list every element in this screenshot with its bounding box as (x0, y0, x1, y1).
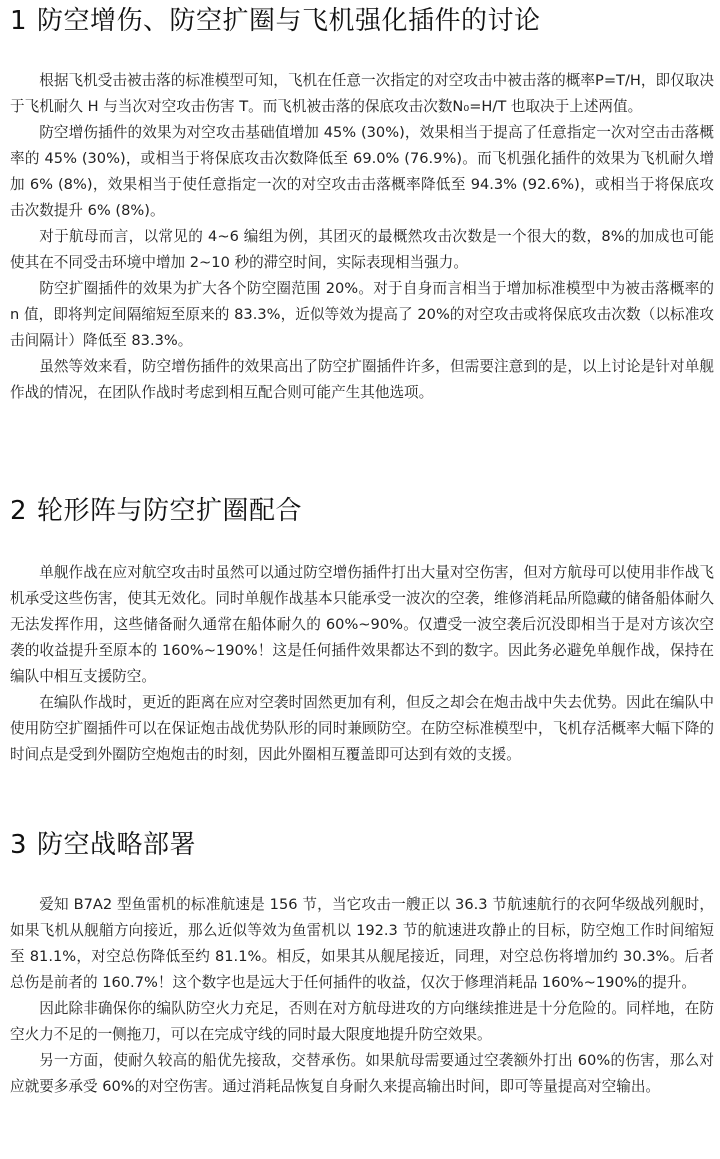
section-number: 1 (10, 6, 28, 36)
paragraph: 在编队作战时，更近的距离在应对空袭时固然更加有利，但反之却会在炮击战中失去优势。因此在编队中使用防空扩圈插件可以在保证炮击战优势队形的同时兼顾防空。在防空标准模型中，飞机存活概率大幅下降的时间点是受到外圈防空炮炮击的时刻，因此外圈相互覆盖即可达到有效的支援。 (10, 694, 714, 763)
section-3 (0, 828, 720, 1095)
paragraph: 虽然等效来看，防空增伤插件的效果高出了防空扩圈插件许多，但需要注意到的是，以上讨论是针对单舰作战的情况，在团队作战时考虑到相互配合则可能产生其他选项。 (10, 358, 714, 401)
paragraph: 爱知 B7A2 型鱼雷机的标准航速是 156 节，当它攻击一艘正以 36.3 节航速航行的衣阿华级战列舰时，如果飞机从舰艏方向接近，那么近似等效为鱼雷机以 192.3 节的航速进攻静止的目标，防空炮工作时间缩短至 81.1%，对空总伤降低至约 81.1%。相反，如果其从舰尾接近，同理，对空总伤将增加约 30.3%。后者总伤是前者的 160.7%！这个数字也是远大于任何插件的收益，仅次于修理消耗品 160%~190%的提升。 (10, 896, 714, 991)
section-1 (0, 4, 720, 401)
section-heading (10, 494, 720, 528)
section-heading (10, 4, 720, 38)
paragraph: 防空扩圈插件的效果为扩大各个防空圈范围 20%。对于自身而言相当于增加标准模型中为被击落概率的 n 值，即将判定间隔缩短至原来的 83.3%，近似等效为提高了 20%的对空攻击或将保底攻击次数（以标准攻击间隔计）降低至 83.3%。 (10, 280, 714, 349)
section-2 (0, 494, 720, 763)
paragraph: 因此除非确保你的编队防空火力充足，否则在对方航母进攻的方向继续推进是十分危险的。同样地，在防空火力不足的一侧拖刀，可以在完成守线的同时最大限度地提升防空效果。 (10, 1000, 714, 1043)
paragraph: 防空增伤插件的效果为对空攻击基础值增加 45% (30%)，效果相当于提高了任意指定一次对空击击落概率的 45% (30%)，或相当于将保底攻击次数降低至 69.0% (76.9%)。而飞机强化插件的效果为飞机耐久增加 6% (8%)，效果相当于使任意指定一次的对空攻击击落概率降低至 94.3% (92.6%)，或相当于将保底攻击次数提升 6% (8%)。 (10, 124, 714, 219)
section-heading (10, 828, 720, 862)
paragraph: 对于航母而言，以常见的 4~6 编组为例，其团灭的最概然攻击次数是一个很大的数，8%的加成也可能使其在不同受击环境中增加 2~10 秒的滞空时间，实际表现相当强力。 (10, 228, 714, 271)
section-title: 防空战略部署 (37, 830, 197, 860)
section-body (10, 892, 714, 1100)
section-number: 3 (10, 830, 28, 860)
section-number: 2 (10, 496, 28, 526)
section-title: 防空增伤、防空扩圈与飞机强化插件的讨论 (37, 6, 541, 36)
paragraph: 根据飞机受击被击落的标准模型可知，飞机在任意一次指定的对空攻击中被击落的概率P=T/H，即仅取决于飞机耐久 H 与当次对空攻击伤害 T。而飞机被击落的保底攻击次数N₀=H/T 也取决于上述两值。 (10, 72, 714, 115)
paragraph: 单舰作战在应对航空攻击时虽然可以通过防空增伤插件打出大量对空伤害，但对方航母可以使用非作战飞机承受这些伤害，使其无效化。同时单舰作战基本只能承受一波次的空袭，维修消耗品所隐藏的储备船体耐久无法发挥作用，这些储备耐久通常在船体耐久的 60%~90%。仅遭受一波空袭后沉没即相当于是对方该次空袭的收益提升至原本的 160%~190%！这是任何插件效果都达不到的数字。因此务必避免单舰作战，保持在编队中相互支援防空。 (10, 564, 714, 685)
section-body (10, 68, 714, 406)
section-title: 轮形阵与防空扩圈配合 (37, 496, 303, 526)
section-body (10, 560, 714, 768)
paragraph: 另一方面，使耐久较高的船优先接敌，交替承伤。如果航母需要通过空袭额外打出 60%的伤害，那么对应就要多承受 60%的对空伤害。通过消耗品恢复自身耐久来提高输出时间，即可等量提高对空输出。 (10, 1052, 714, 1095)
